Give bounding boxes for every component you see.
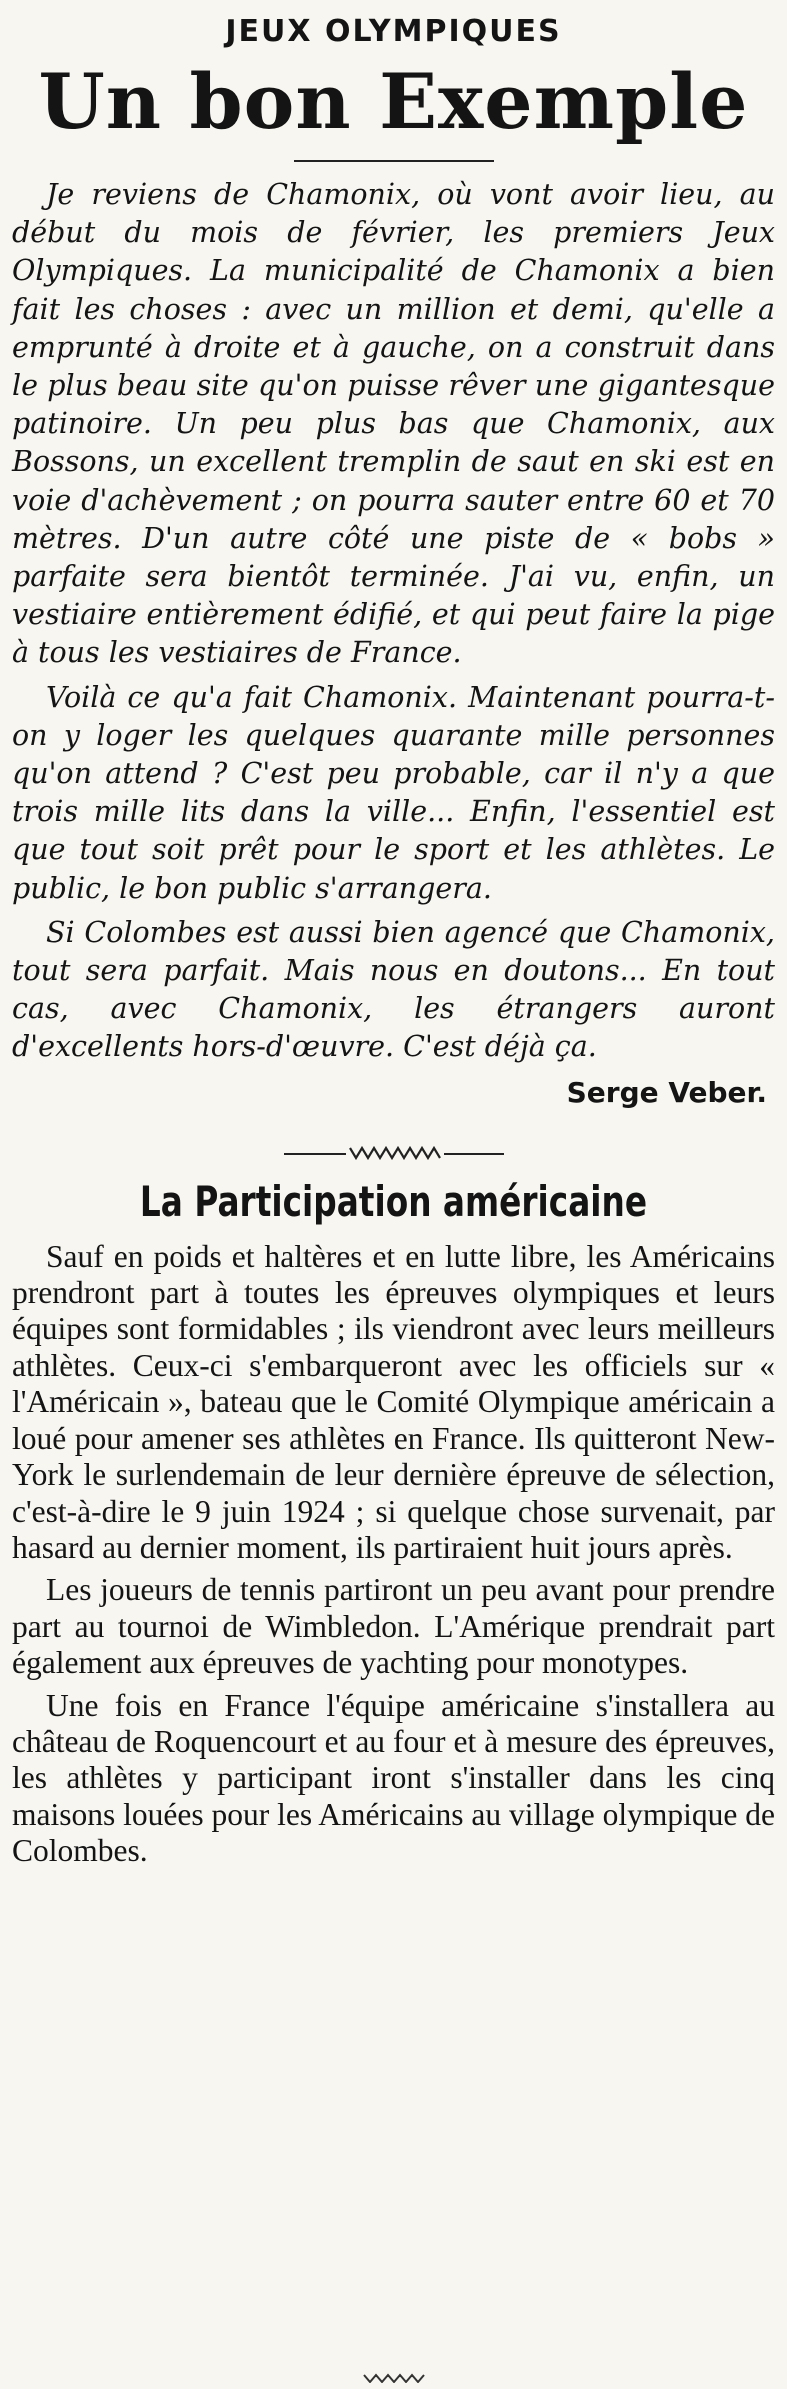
ornamental-separator xyxy=(12,1137,775,1167)
paragraph: Je reviens de Chamonix, où vont avoir lieu, au début du mois de février, les premiers Jeux Olympiques. La municipalité de Chamonix a bien fait les choses : avec un million et demi, qu'elle a emprunté à droite et à gauche, on a construit dans le plus beau site qu'on puisse rêver une gigantesque patinoire. Un peu plus bas que Chamonix, aux Bossons, un excellent tremplin de saut en ski est en voie d'achèvement ; on pourra sauter entre 60 et 70 mètres. D'un autre côté une piste de « bobs » parfaite sera bientôt terminée. J'ai vu, enfin, un vestiaire entièrement édifié, et qui peut faire la pige à tous les vestiaires de France. xyxy=(12,178,775,670)
section-kicker: JEUX OLYMPIQUES xyxy=(225,14,562,49)
headline-rule xyxy=(294,160,494,162)
bottom-ornament xyxy=(0,2369,787,2389)
paragraph: Les joueurs de tennis partiront un peu avant pour prendre part au tournoi de Wimbledon. L'Amérique prendrait part également aux épreuves de yachting pour monotypes. xyxy=(12,1572,775,1681)
paragraph: Si Colombes est aussi bien agencé que Chamonix, tout sera parfait. Mais nous en doutons... En tout cas, avec Chamonix, les étrangers auront d'excellents hors-d'œuvre. C'est déjà ça. xyxy=(12,915,775,1064)
article-title: La Participation américaine xyxy=(139,1176,648,1226)
paragraph: Voilà ce qu'a fait Chamonix. Maintenant pourra-t-on y loger les quelques quarante mille personnes qu'on attend ? C'est peu probable, car il n'y a que trois mille lits dans la ville... Enfin, l'essentiel est que tout soit prêt pour le sport et les athlètes. Le public, le bon public s'arrangera. xyxy=(12,680,775,905)
article-headline: Un bon Exemple xyxy=(38,57,749,146)
ornament-icon xyxy=(354,2369,434,2383)
paragraph: Une fois en France l'équipe américaine s'installera au château de Roquencourt et au four et à mesure des épreuves, les athlètes y participant iront s'installer dans les cinq maisons louées pour les Américains au village olympique de Colombes. xyxy=(12,1687,775,1869)
article-body-italic xyxy=(12,176,775,1067)
article-body xyxy=(12,1239,775,1870)
paragraph: Sauf en poids et haltères et en lutte libre, les Américains prendront part à toutes les épreuves olympiques et leurs équipes sont formidables ; ils viendront avec leurs meilleurs athlètes. Ceux-ci s'embarqueront avec les officiels sur « l'Américain », bateau que le Comité Olympique américain a loué pour amener ses athlètes en France. Ils quitteront New-York le surlendemain de leur dernière épreuve de sélection, c'est-à-dire le 9 juin 1924 ; si quelque chose survenait, par hasard au dernier moment, ils partiraient huit jours après. xyxy=(12,1238,775,1565)
ornament-icon xyxy=(284,1140,504,1164)
author-signature: Serge Veber. xyxy=(566,1075,767,1109)
